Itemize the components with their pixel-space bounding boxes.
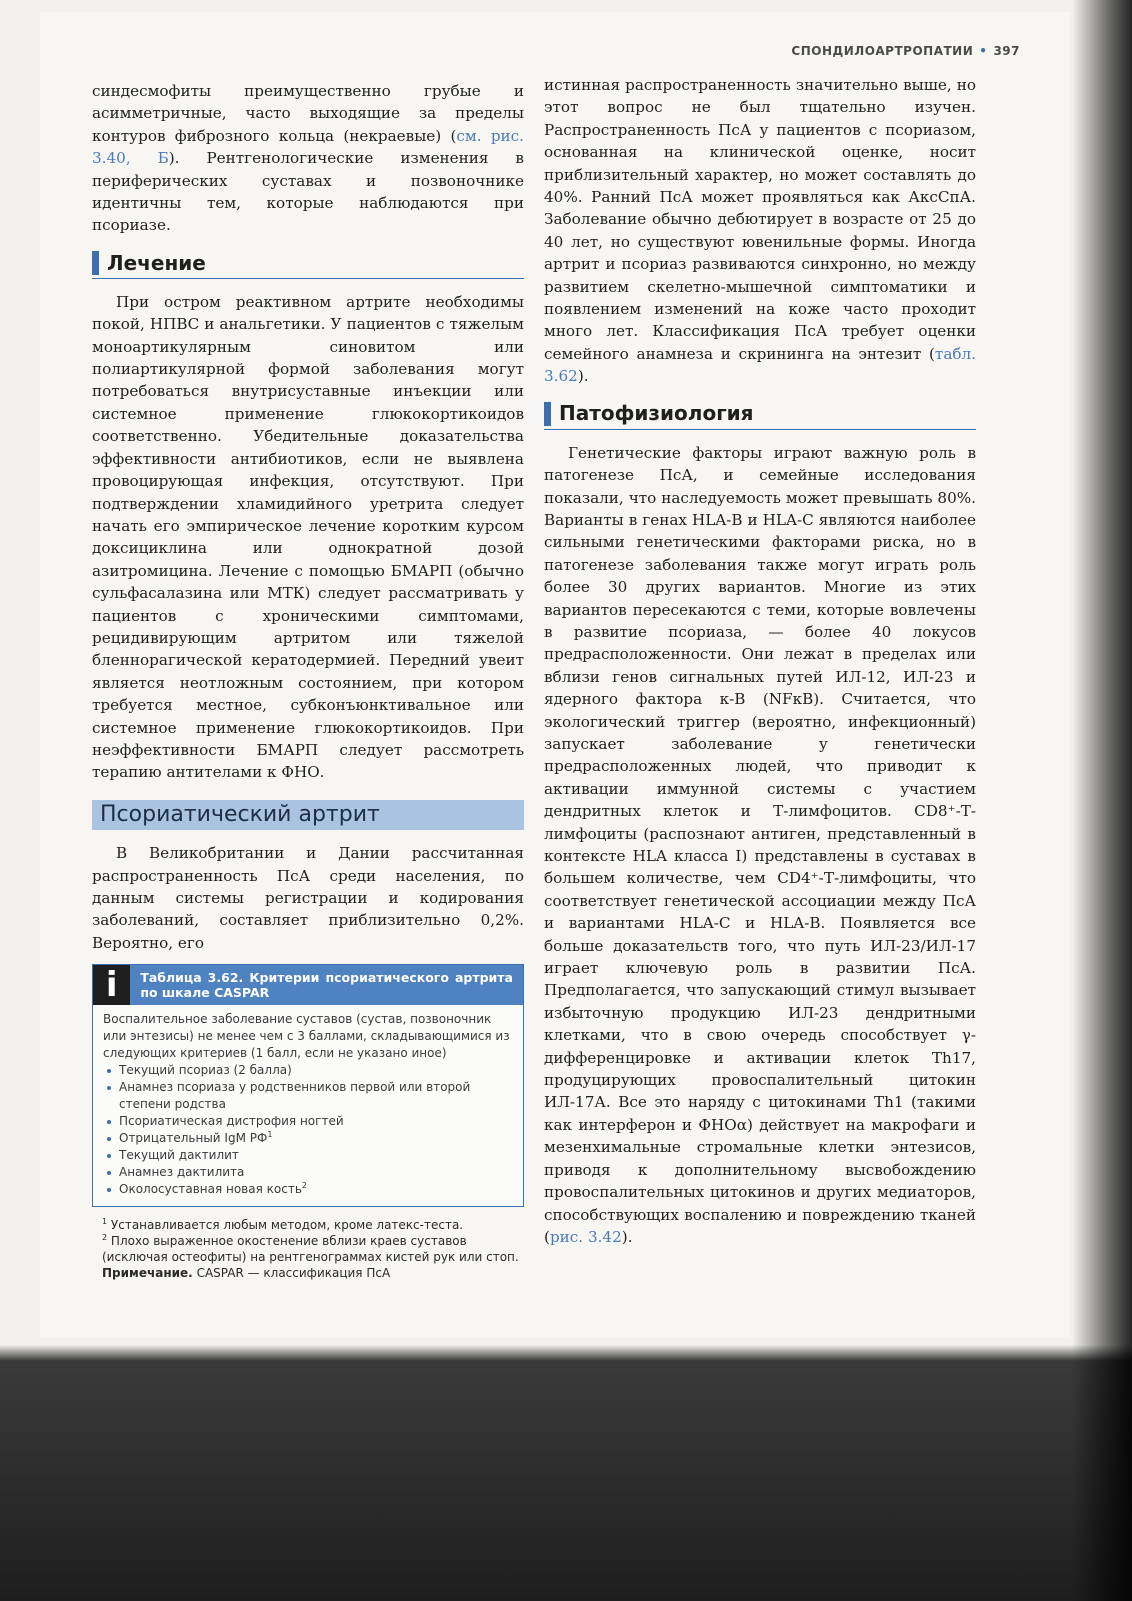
treatment-heading [92, 251, 524, 279]
criteria-item: Анамнез псориаза у родственников первой или второй степени родства [103, 1079, 513, 1113]
page-number: 397 [993, 44, 1020, 58]
treatment-heading-text: Лечение [107, 250, 206, 275]
pathophysiology-heading [544, 402, 976, 430]
criteria-list [103, 1062, 513, 1198]
criteria-item: Текущий псориаз (2 балла) [103, 1062, 513, 1079]
footnote-2: $^2$ Плохо выраженное окостенение вблизи краев суставов (исключая остеофиты) на рентгенограммах кистей рук или стоп. [102, 1233, 519, 1265]
psa-heading: Псориатический артрит [92, 800, 524, 830]
table-reference-link[interactable]: табл. 3.62 [544, 344, 976, 386]
table-header [93, 965, 523, 1005]
table-title: Таблица 3.62. Критерии псориатического артрита по шкале CASPAR [140, 970, 513, 1001]
left-column [92, 80, 524, 1281]
footnote-marker: 2 [301, 1181, 307, 1191]
figure-reference-link[interactable]: рис. 3.42 [549, 1227, 622, 1246]
table-intro: Воспалительное заболевание суставов (сустав, позвоночник или энтезисы) не менее чем с 3 баллами, складывающимися из следующих критериев (1 балл, если не указано иное) [103, 1012, 510, 1061]
table-footnotes [92, 1217, 524, 1281]
figure-reference-link[interactable]: см. рис. 3.40, Б [92, 126, 524, 168]
criteria-item: Околосуставная новая кость$^2$ [103, 1181, 513, 1198]
book-page [40, 12, 1070, 1337]
heading-marker [92, 251, 99, 275]
right-column [544, 74, 976, 1248]
footnote-marker: 1 [267, 1130, 273, 1140]
continuation-paragraph: истинная распространенность значительно выше, но этот вопрос не был тщательно изучен. Распространенность ПсА у пациентов с псориазом, основанная на клинической оценке, носит приблизительный характер, но может составлять до 40%. Ранний ПсА может проявляться как АксСпА. Заболевание обычно дебютирует в возрасте от 25 до 40 лет, но существуют ювенильные формы. Иногда артрит и псориаз развиваются синхронно, но между развитием скелетно-мышечной симптоматики и появлением изменений на коже часто проходит много лет. Классификация ПсА требует оценки семейного анамнеза и скрининга на энтезит (табл. 3.62). [544, 76, 976, 386]
criteria-item: Текущий дактилит [103, 1147, 513, 1164]
criteria-item: Отрицательный IgM $РФ^1$ [103, 1130, 513, 1147]
info-icon: i [93, 965, 130, 1005]
pathophysiology-paragraph: Генетические факторы играют важную роль в патогенезе ПсА, и семейные исследования показали, что наследуемость может превышать 80%. Варианты в генах HLA-B и HLA-C являются наиболее сильными генетическими факторами риска, но в патогенезе заболевания также могут играть роль более 30 других вариантов. Многие из этих вариантов пересекаются с теми, которые вовлечены в развитие псориаза, — более 40 локусов предрасположенности. Они лежат в пределах или вблизи генов сигнальных путей ИЛ-12, ИЛ-23 и ядерного фактора κ-B (NFκB). Считается, что экологический триггер (вероятно, инфекционный) запускает заболевание у генетически предрасположенных людей, что приводит к активации иммунной системы с участием дендритных клеток и Т-лимфоцитов. CD8⁺-Т-лимфоциты (распознают антиген, представленный в контексте HLA класса I) представлены в суставах в большем количестве, чем CD4⁺-Т-лимфоциты, что соответствует генетической ассоциации между ПсА и вариантами HLA-C и HLA-B. Появляется все больше доказательств того, что путь ИЛ-23/ИЛ-17 играет ключевую роль в развитии ПсА. Предполагается, что запускающий стимул вызывает избыточную продукцию ИЛ-23 дендритными клетками, что в свою очередь способствует γ-дифференцировке и активации клеток Th17, продуцирующих провоспалительный цитокин ИЛ-17А. Все это наряду с цитокинами Th1 (такими как интерферон и ФНОα) действует на макрофаги и мезенхимальные стромальные клетки энтезисов, приводя к дополнительному высвобождению провоспалительных цитокинов и других медиаторов, способствующих воспалению и повреждению тканей (рис. 3.42). [544, 443, 976, 1246]
running-header [580, 44, 1020, 58]
caspar-table [92, 964, 524, 1207]
intro-paragraph: синдесмофиты преимущественно грубые и асимметричные, часто выходящие за пределы контуров фиброзного кольца (некраевые) (см. рис. 3.40, Б). Рентгенологические изменения в периферических суставах и позвоночнике идентичны тем, которые наблюдаются при псориазе. [92, 82, 524, 235]
treatment-paragraph: При остром реактивном артрите необходимы покой, НПВС и анальгетики. У пациентов с тяжелым моноартикулярным синовитом или полиартикулярной формой заболевания могут потребоваться внутрисуставные инъекции или системное применение глюкокортикоидов соответственно. Убедительные доказательства эффективности антибиотиков, если не выявлена провоцирующая инфекция, отсутствуют. При подтверждении хламидийного уретрита следует начать его эмпирическое лечение коротким курсом доксициклина или однократной дозой азитромицина. Лечение с помощью БМАРП (обычно сульфасалазина или МТК) следует рассматривать у пациентов с хроническими симптомами, рецидивирующим артритом или тяжелой бленнорагической кератодермией. Передний увеит является неотложным состоянием, при котором требуется местное, субконъюнктивальное или системное применение глюкокортикоидов. При неэффективности БМАРП следует рассмотреть терапию антителами к ФНО. [92, 292, 524, 782]
binding-shadow [1072, 0, 1132, 1601]
psa-paragraph: В Великобритании и Дании рассчитанная распространенность ПсА среди населения, по данным системы регистрации и кодирования заболеваний, составляет приблизительно 0,2%. Вероятно, его [92, 844, 524, 952]
footnote-1: $^1$ Устанавливается любым методом, кроме латекс-теста. [102, 1217, 464, 1233]
criteria-item: Анамнез дактилита [103, 1164, 513, 1181]
table-note: Примечание. CASPAR — классификация ПсА [102, 1266, 391, 1281]
pathophysiology-heading-text: Патофизиология [559, 401, 754, 426]
header-separator: • [979, 44, 988, 58]
chapter-title: СПОНДИЛОАРТРОПАТИИ [791, 44, 974, 58]
table-body [93, 1005, 523, 1206]
heading-marker [544, 402, 551, 426]
criteria-item: Псориатическая дистрофия ногтей [103, 1113, 513, 1130]
